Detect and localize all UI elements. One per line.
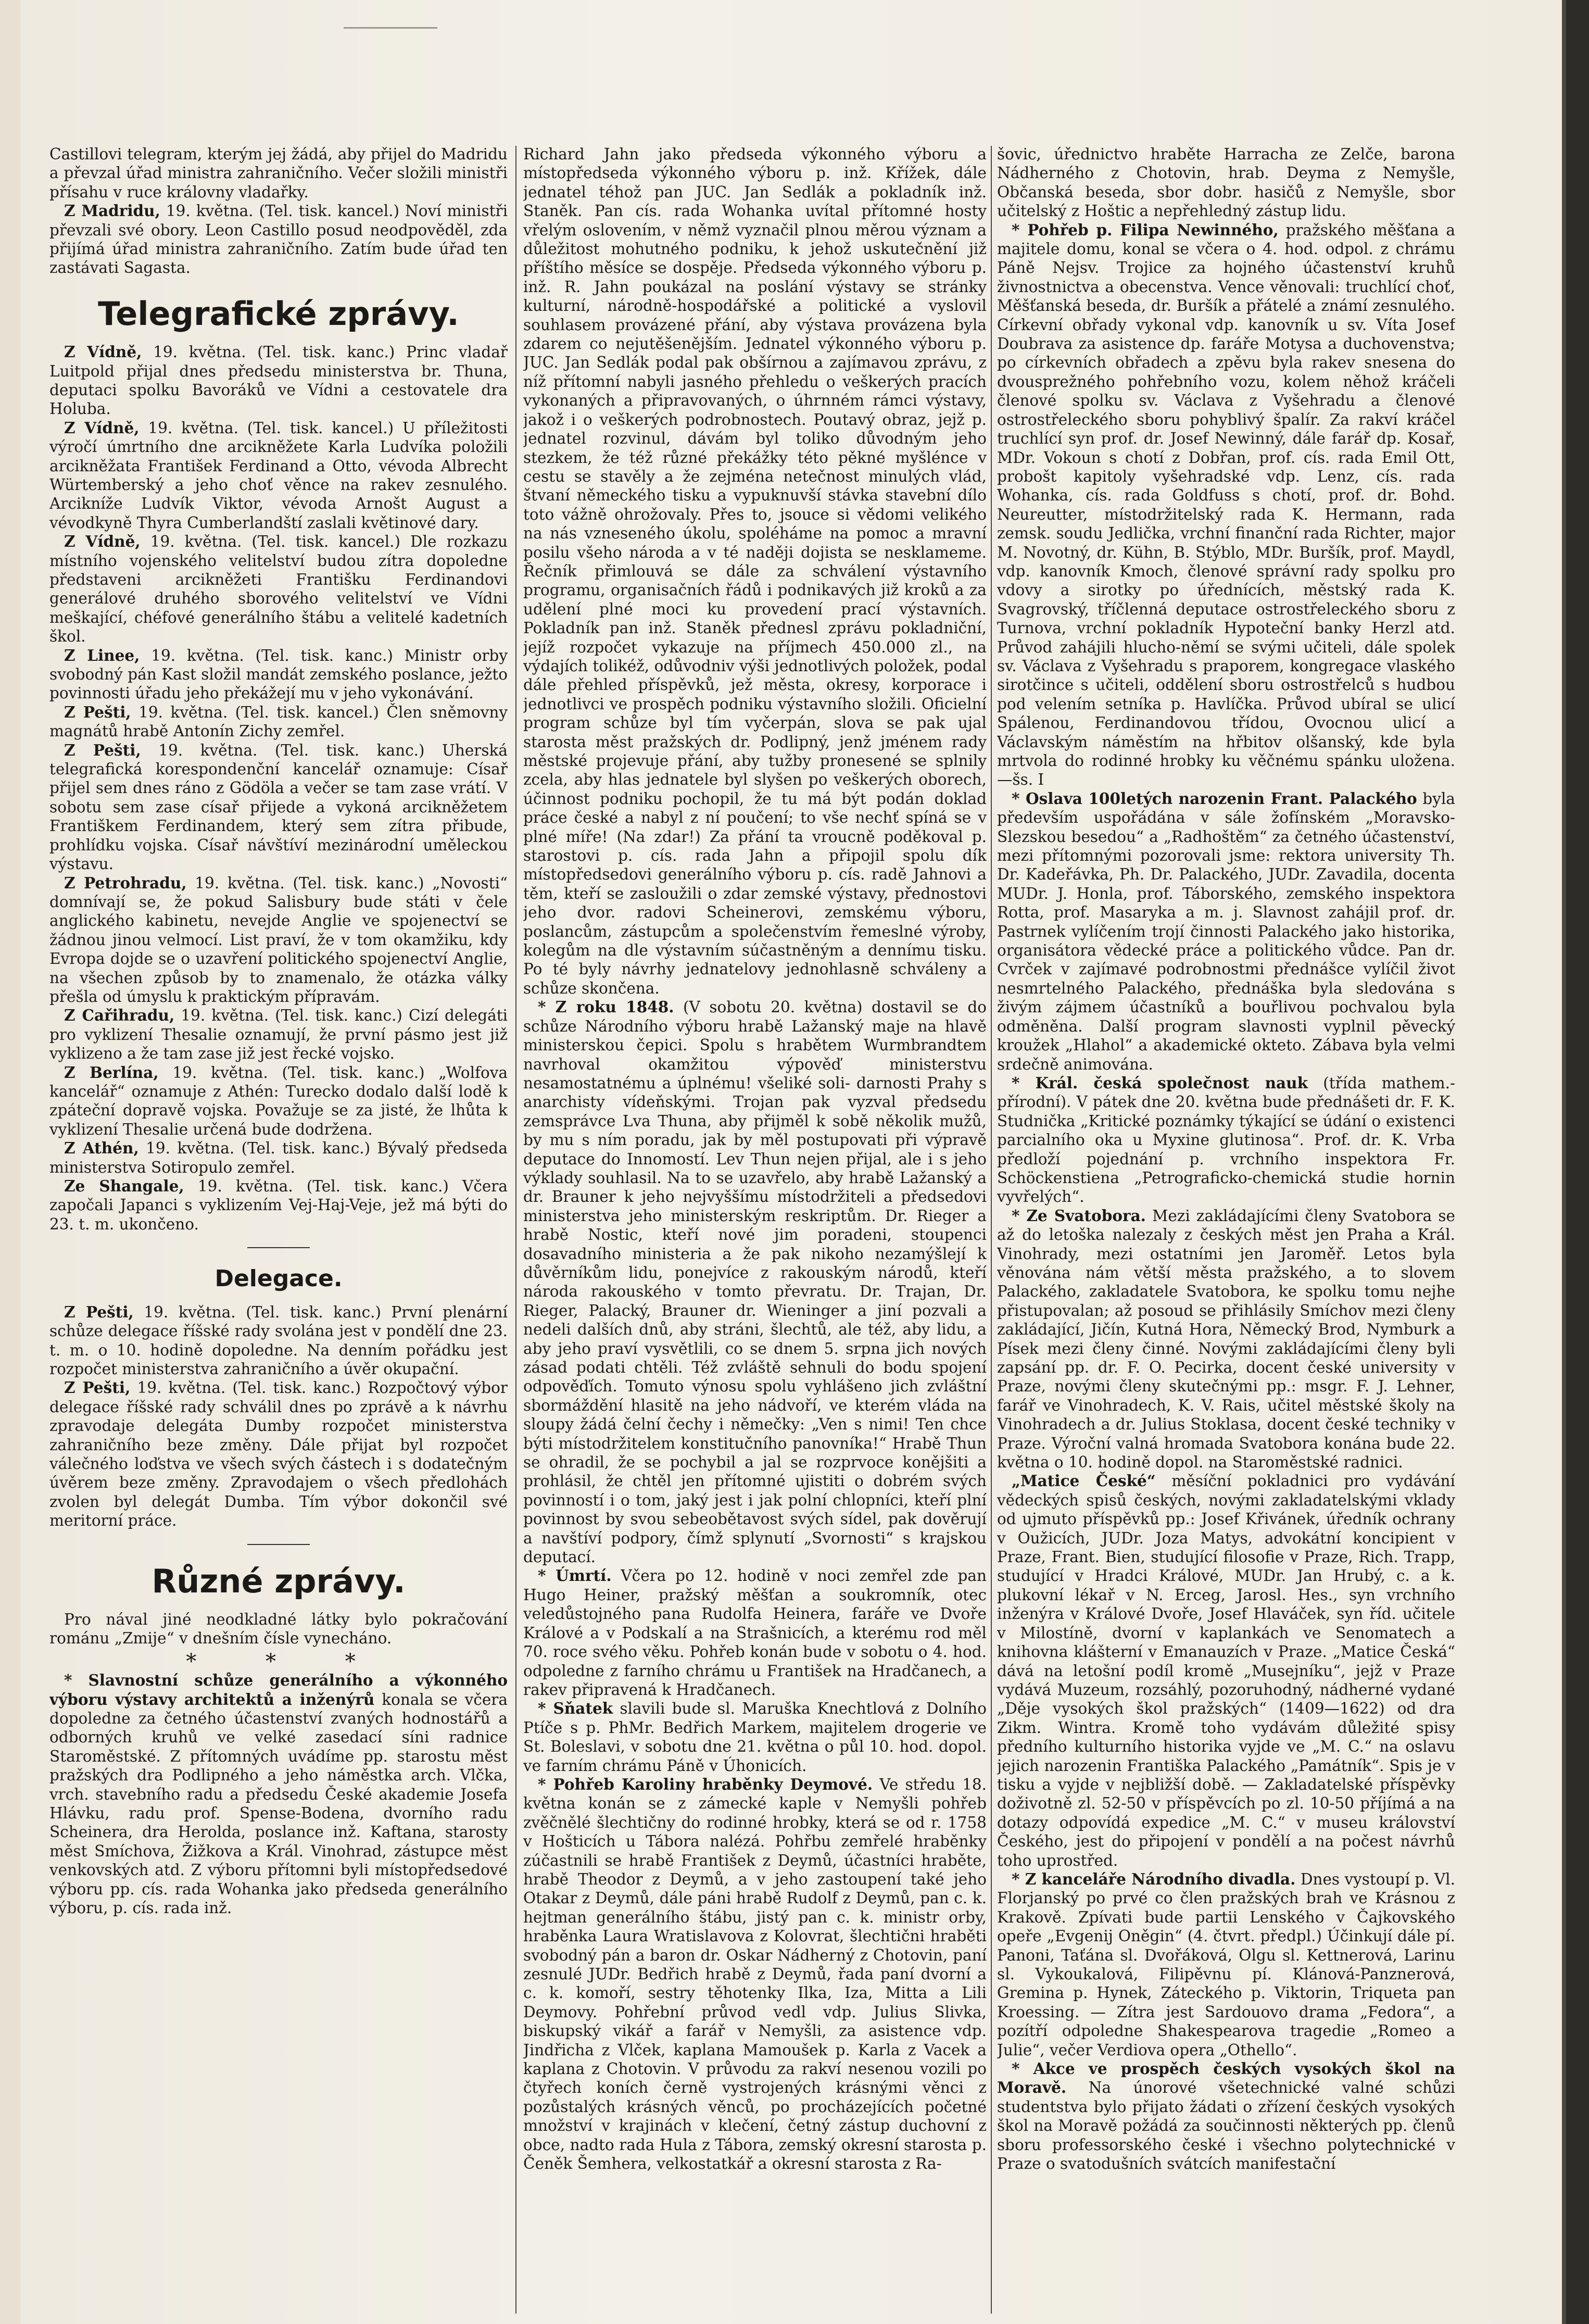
section-heading: Různé zprávy.	[152, 1562, 406, 1600]
dateline: Z Linee,	[64, 646, 140, 664]
news-text: 19. května. (Tel. tisk. kancel.) Noví ministři převzali své obory. Leon Castillo posud neodpověděl, zda přijímá úřad ministra zahraničního. Zatím bude úřad ten zastávati Sagasta.	[49, 202, 508, 277]
news-text: Na únorové všetechnické valné schůzi studentstva bylo přijato žádati o zřízení českých vysokých škol na Moravě požádá za součinnosti některých pp. členů sboru professorského české i všechno polytechnické v Praze o svatodušních svátcích manifestační	[997, 2079, 1455, 2173]
news-text: (třída mathem.-přírodní). V pátek dne 20. května bude přednášeti dr. F. K. Studnička „Kritické poznámky týkající se údání o existenci parcialního oka u Myxine glutinosa“. Prof. dr. K. Vrba předloží pojednání p. vrchního inspektora Fr. Schöckenstiena „Petrograficko-chemická studie hornin vyvřelých“.	[997, 1074, 1455, 1206]
news-text: Včera po 12. hodině v noci zemřel zde pan Hugo Heiner, pražský měšťan a soukromník, otec veledůstojného pana Rudolfa Heinera, faráře ve Dvoře Králové a v Podskalí a na Strašnicích, a kterému rod měl 70. roce svého věku. Pohřeb konán bude v sobotu o 4. hod. odpoledne z farního chrámu u František na Hradčanech, a rakev připravená k Hradčanech.	[523, 1567, 987, 1699]
news-text: slavili bude sl. Maruška Knechtlová z Dolního Ptíče s p. PhMr. Bedřich Markem, majitelem drogerie ve St. Boleslavi, v sobotu dne 21. května o půl 10. hod. dopol. ve farním chrámu Páně v Úhonicích.	[523, 1700, 987, 1775]
news-text: byla především uspořádána v sále žofínském „Moravsko-Slezskou besedou“ a „Radhoštěm“ za četného účastenství, mezi přítomnými pozorovali jsme: rektora university Th. Dr. Kadeřávka, Ph. Dr. Palackého, JUDr. Zavadila, docenta MUDr. J. Honla, prof. Táborského, zemského inspektora Rotta, prof. Masaryka a m. j. Slavnost zahájil prof. dr. Pastrnek vylíčením trojí činnosti Palackého jako historika, organisátora vědecké práce a politického vůdce. Pan dr. Cvrček v zajímavé podrobnostmi přednášce vylíčil život nesmrtelného Palackého, přednáška byla sledována s živým zájmem účastníků a bouřlivou pochvalou byla odměněna. Další program slavnosti vyplnil pěvecký kroužek „Hlahol“ a akademické okteto. Zábava byla velmi srdečně animována.	[997, 789, 1455, 1073]
news-item	[523, 1775, 987, 2174]
news-text: 19. května. (Tel. tisk. kanc.) Uherská telegrafická korespondenční kancelář oznamuje: Císař přijel sem dnes ráno z Gödöla a večer se tam zase vrátí. V sobotu sem zase císař přijede a vykoná arcikněžetem Františkem Ferdinandem, který sem zítra přibude, prohlídku vojska. Císař návštíví mezinárodní uměleckou výstavu.	[49, 741, 508, 873]
news-text: 19. května. (Tel. tisk. kancel.) U příležitosti výročí úmrtního dne arcikněžete Karla Ludvíka položili arcikněžata František Ferdinand a Otto, vévoda Albrecht Würtemberský a jeho choť věnce na rakev zesnulého. Arcikníže Ludvík Viktor, vévoda Arnošt August a vévodkyně Thyra Cumberlandští zaslali květinové dary.	[49, 419, 508, 532]
dateline: Z Madridu,	[64, 202, 160, 220]
signature: —šs. I	[997, 771, 1044, 789]
news-item	[49, 532, 508, 646]
dateline: Z Pešti,	[64, 702, 131, 721]
news-item	[997, 2059, 1455, 2173]
news-text: 19. května. (Tel. tisk. kanc.) Včera započali Japanci s vyklizením Vej-Haj-Veje, jež má býti do 23. t. m. ukončeno.	[49, 1177, 508, 1233]
scan-edge-shade	[1562, 0, 1566, 2324]
news-item	[49, 343, 508, 419]
paragraph: Richard Jahn jako předseda výkonného výboru a místopředseda výkonného výboru p. inž. Křížek, dále jednatel téhož pan JUC. Jan Sedlák a pokladník inž. Staněk. Pan cís. rada Wohanka uvítal přítomné hosty vřelým oslovením, v němž vyznačil plnou měrou význam a důležitost mohutného podniku, k jehož uskutečnění již příštího měsíce se dospěje. Předseda výkonného výboru p. inž. R. Jahn poukázal na poslání výstavy se stránky kulturní, národně-hospodářské a politické a vyslovil souhlasem provázené přání, aby výstava provázena byla zdarem co nejutěšenějším. Jednatel výkonného výboru p. JUC. Jan Sedlák podal pak obšírnou a zajímavou zprávu, z níž přítomní nabyli jasného přehledu o veškerých pracích vykonaných a připravovaných, o úhrnném rámci výstavy, jakož i o veškerých podrobnostech. Poutavý obraz, jejž p. jednatel rozvinul, dávám byl toliko důvodným jeho stezkem, že též různé překážky této pěkné myšlénce v cestu se stavěly a že zejména netečnost minulých vlád, štvaní německého tisku a vypuknuvší stávka stavební dílo toto vážně ohrožovaly. Přes to, jsouce si vědomi velikého na nás vzneseného úkolu, spoléháme na pomoc a mravní posilu všeho národa a v té naději dojista se nesklameme. Řečník přimlouvá se dále za schválení výstavního programu, organisačních řádů i podnikavých již kroků a za udělení plné moci ku provedení prací výstavních. Pokladník pan inž. Staněk přednesl zprávu pokladniční, jejíž rozpočet vykazuje na příjmech 450.000 zl., na výdajích tolikéž, odůvodniv výši jednotlivých položek, podal dále přehled příspěvků, jež města, okresy, korporace i jednotlivci ve prospěch podniku výstavního složili. Oficielní program schůze byl tím vyčerpán, slova se pak ujal starosta měst pražských dr. Podlipný, jenž jménem rady městské projevuje přání, aby tužby pronesené se splnily zcela, aby hlas jednatele byl slyšen po veškerých oborech, účinnost podniku pochopil, že tu má být podán doklad práce české a nabyl z ní poučení; to vše nechť spíná se v plné míře! (Na zdar!) Za přání ta vroucně poděkoval p. starostovi p. cís. rada Jahn a připojil spolu dík místopředsedovi generálního výboru p. cís. radě Jahnovi a těm, kteří se zasloužili o zdar zemské výstavy, přednostovi jeho dvor. radovi Scheinerovi, zemskému výboru, poslancům, zástupcům a společenstvím řemeslné výroby, kolegům na dle výstavním súčastněným a dennímu tisku. Po té byly návrhy jednatelovy jednohlasně schváleny a schůze skončena.	[523, 145, 987, 997]
item-heading: „Matice České“	[1012, 1472, 1156, 1490]
news-text: Ve středu 18. května konán se z zámecké kaple v Nemyšli pohřeb zvěčnělé šlechtičny do rodinné hrobky, která se od r. 1758 v Hošticích u Tábora nalézá. Pohřbu zemřelé hraběnky zúčastnili se hrabě František z Deymů, účastníci hraběte, hrabě Theodor z Deymů, a v jeho zastoupení také jeho Otakar z Deymů, dále páni hrabě Rudolf z Deymů, pan c. k. hejtman generálního štábu, jistý pan c. k. ministr orby, hraběnka Laura Wratislavova z Kolovrat, šlechtični hraběti svobodný pán a baron dr. Oskar Nádherný z Chotovin, paní zesnulé JUDr. Bedřich hrabě z Deymů, řada paní dvorní a c. k. komoří, sestry těhotenky Ilka, Iza, Mitta a Lili Deymovy. Pohřební průvod vedl vdp. Julius Slivka, biskupský vikář a farář v Nemyšli, za asistence vdp. Jindřicha z Vlček, kaplana Mamoušek p. Karla z Vacek a kaplana z Chotovin. V průvodu za rakví nesenou vozili po čtyřech koních černě vystrojených krásnými věnci z pozůstalých krásných věnců, po procházejících početné množství v krajinách v klečení, četný zástup duchovní z obce, nadto rada Hula z Tábora, zemský okresní starosta p. Čeněk Šemhera, velkostatkář a okresní starosta z Ra-	[523, 1775, 987, 2173]
news-item	[49, 1063, 508, 1139]
column-separator	[515, 146, 516, 2314]
news-item	[523, 1699, 987, 1775]
news-item	[49, 741, 508, 874]
news-item	[49, 646, 508, 703]
item-heading: * Z roku 1848.	[538, 998, 674, 1016]
scan-edge	[1562, 0, 1589, 2324]
news-text: konala se včera dopoledne za četného účastenství zvaných hodnostářů a odborných kruhů ve velké zasedací síni radnice Staroměstské. Z přítomných uvádíme pp. starostu měst pražských dra Podlipného a jeho náměstka arch. Vlčka, vrch. stavebního radu a předsedu České akademie Josefa Hlávku, radu prof. Spense-Bodena, dvorního radu Scheinera, dra Herolda, poslance inž. Kaftana, starosty měst Smíchova, Žižkova a Král. Vinohrad, zástupce měst venkovských atd. Z výboru přítomni byli místopředsedové výboru pp. cís. rada Wohanka jako předseda generálního výboru, p. cís. rada inž.	[49, 1690, 508, 1917]
news-item	[997, 1472, 1455, 1870]
dateline: Z Berlína,	[64, 1063, 159, 1082]
section-heading: Delegace.	[215, 1265, 343, 1292]
news-text: 19. května. (Tel. tisk. kanc.) Cizí delegáti pro vyklizení Thesalie oznamují, že první pásmo jest již vyklizeno a že tam zase již jest řecké vojsko.	[49, 1007, 508, 1063]
item-heading: * Pohřeb p. Filipa Newinného,	[1012, 220, 1279, 239]
dateline: Z Vídně,	[64, 418, 140, 437]
news-text: 19. května. (Tel. tisk. kanc.) „Novosti“ domnívají se, že pokud Salisbury bude státi v čele anglického kabinetu, nevejde Anglie ve spojenectví se žádnou jinou velmocí. List praví, že v tom okamžiku, kdy Evropa dojde se o uzavření politického spojenectví Anglie, na všechen způsob by to znamenalo, že otázka války přešla od úmyslu k praktickým přípravám.	[49, 874, 508, 1006]
news-text: 19. května. (Tel. tisk. kanc.) Bývalý předseda ministerstva Sotiropulo zemřel.	[49, 1139, 508, 1176]
section-heading: Telegrafické zprávy.	[98, 294, 459, 333]
news-item	[49, 419, 508, 532]
item-heading: * Ze Svatobora.	[1012, 1206, 1146, 1225]
dateline: Z Cařihradu,	[64, 1006, 175, 1025]
news-item	[49, 1139, 508, 1177]
column-middle	[523, 145, 987, 2314]
item-heading: * Oslava 100letých narozenin Frant. Palackého	[1012, 789, 1417, 808]
divider	[247, 1247, 310, 1248]
news-text: měsíční pokladnici pro vydávání vědeckých spisů českých, novými zakladatelskými vklady od ujmuto příspěvků pp.: Josef Křivánek, úředník ochrany v Oužicích, JUDr. Joza Matys, advokátní koncipient v Praze, Frant. Bien, studující filosofie v Praze, Rich. Trapp, studující v Hradci Králové, MUDr. Jan Hrubý, c. a k. plukovní lékař v N. Erceg, Jarosl. Hes., syn vrchního inženýra v Králové Dvoře, Josef Hlaváček, syn říd. učitele v Milostíně, dvorní v kaplankách ve Senomatech a knihovna klášterní v Emanauzích v Praze. „Matice Česká“ dává na letošní podíl kromě „Musejníku“, jejž v Praze vydává Muzeum, rozsáhlý, pozoruhodný, nádherné vydané „Děje vysokých škol pražských“ (1409—1622) od dra Zikm. Wintra. Kromě toho vydávám důležité spisy předního kulturního historika vyjde ve „M. C.“ na oslavu jejich narozenin Františka Palackého „Památník“. Spis je v tisku a vyjde v nejbližší době. — Zakladatelské příspěvky doživotně zl. 52-50 v příspěvcích po zl. 10-50 příjímá a na dotazy odpovídá expedice „M. C.“ v museu království Českého, jest do připojení v pondělí a na počest návrhů toho uprostřed.	[997, 1472, 1455, 1869]
item-heading: * Akce ve prospěch českých vysokých škol na Moravě.	[997, 2059, 1455, 2097]
dateline: Z Vídně,	[64, 343, 142, 361]
item-heading: * Úmrtí.	[538, 1566, 612, 1585]
top-rule	[344, 27, 437, 29]
column-left	[49, 145, 508, 2314]
news-item	[49, 1303, 508, 1379]
column-right	[997, 145, 1455, 2314]
item-heading: * Sňatek	[538, 1699, 613, 1718]
asterism: * * *	[186, 1649, 387, 1674]
news-text: (V sobotu 20. května) dostavil se do schůze Národního výboru hrabě Lažanský maje na hlavě ministerskou čepici. Spolu s hrabětem Wurmbrandtem navrhoval okamžitou výpověď ministerstvu nesamostatnému a úplnému! všeliké soli- darnosti Prahy s anarchisty vídeňskými. Trojan pak vyzval předsedu zemsprávce Lva Thuna, aby přijměl k sobě několik mužů, by mu s ním poradu, jak by měl postupovati při výpravě deputace do Innomostí. Lev Thun nejen přijal, ale i s jeho výklady souhlasil. Na to se uzavřelo, aby hrabě Lažanský a dr. Brauner k jeho nejvyššímu místodržiteli a předsedovi ministerstva jeho ministerským reskriptům. Dr. Rieger a hrabě Nostic, kteří nové jim poradeni, stoupenci dosavadního ministeria a že pak nikoho nezamýšlejí k důvěrníkům lidu, ponejvíce z rakouským národů, kteří národa rakouského v tomto převratu. Dr. Trajan, Dr. Rieger, Palacký, Brauner dr. Wieninger a jiní pozvali a nedeli dalších dnů, aby stráni, šlechtů, ale též, aby lidu, a aby jeho praví vysvětlili, co se dnem 5. srpna jich nových zásad podati chtěli. Též zvláště sehnuli do bodu spojení odpověďích. Tomuto výnosu spolu vyhlášeno jich zvláštní sbormáždění hlasitě na jeho nádvoří, ve kterém vláda na sloupy žádá čelní čechy i němečky: „Ven s nimi! Ten chce býti místodržitelem konstitučního panovníka!“ Hrabě Thun se ohradil, že se pochybil a jal se rozprvoce konějšiti a prohlásil, že chtěl jen přítomné ujistiti o dobrém svých povinností i o tom, jaký jest i jak polní chlopníci, kteří plní povinnost by svou sebeobětavost svých sídel, pak dověrují a navštíví podpory, čímž splynutí „Svornosti“ s krajskou deputací.	[523, 998, 987, 1566]
news-text: 19. května. (Tel. tisk. kanc.) Rozpočtový výbor delegace říšské rady schválil dnes po zprávě a k návrhu zpravodaje delegáta Dumby rozpočet ministerstva zahraničního beze změny. Dále přijat byl rozpočet válečného loďstva ve všech svých částech i s dodatečným úvěrem beze změny. Zpravodajem o všech předlohách zvolen byl delegát Dumba. Tím výbor dokončil své meritorní práce.	[49, 1379, 508, 1530]
news-text: pražského měšťana a majitele domu, konal se včera o 4. hod. odpol. z chrámu Páně Nejsv. Trojice za hojného účastenství kruhů živnostnictva a obecenstva. Vence věnovali: truchlící choť, Měšťanská beseda, dr. Buršík a přátelé a známí zesnulého. Církevní obřady vykonal vdp. kanovník u sv. Víta Josef Doubrava za asistence dp. faráře Motysa a duchovenstva; po církevních obřadech a zpěvu byla rakev snesena do dvousprežného pohřebního vozu, kolem něhož kráčeli členové spolku sv. Václava z Vyšehradu a členové ostrostřeleckého sboru pohyblivý špalír. Za rakví kráčel truchlící syn prof. dr. Josef Newinný, dále farář dp. Kosař, MDr. Vokoun s chotí z Dobřan, prof. cís. rada Emil Ott, probošt kapitoly vyšehradské vdp. Lenz, cís. rada Wohanka, cís. rada Goldfuss s chotí, prof. dr. Bohd. Neureutter, místodržitelský rada K. Hermann, rada zemsk. soudu Jedlička, vrchní finanční rada Richter, major M. Novotný, dr. Kühn, B. Stýblo, MDr. Buršík, prof. Maydl, vdp. kanovník Kmoch, členové správní rady spolku pro vdovy a sirotky po úřednících, městský rada K. Svagrovský, tříčlenná deputace ostrostřeleckého sboru z Turnova, vrchní pokladník Hypoteční banky Herzl atd. Průvod zahájili hlucho-němí se svými učiteli, dále spolek sv. Václava z Vyšehradu s praporem, kongregace vlaského sirotčince s učiteli, oddělení sboru ostrostřelců s hudbou pod velením setníka p. Havlíčka. Průvod ubíral se ulicí Spálenou, Ferdinandovou třídou, Ovocnou ulicí a Václavským náměstím na hřbitov olšanský, kde byla mrtvola do rodinné hrobky ku věčnému spánku uložena.	[997, 221, 1455, 770]
news-item	[997, 1074, 1455, 1207]
news-item	[49, 703, 508, 741]
item-heading: * Pohřeb Karoliny hraběnky Deymové.	[538, 1775, 873, 1793]
news-item	[49, 1006, 508, 1063]
news-text: Mezi zakládajícími členy Svatobora se až do letoška nalezaly z českých měst jen Praha a Král. Vinohrady, mezi ostatními jen Jaroměř. Letos byla věnována nám větší města pražského, a to slovem Palackého, zakladatele Svatobora, ke spolku tomu nejhe přistupovalan; až posoud se přihlásily Smíchov mezi členy zakládající, Jičín, Kutná Hora, Německý Brod, Nymburk a Písek mezi členy činné. Novými zakládajícími členy byli zapsání pp. dr. F. O. Pecirka, docent české university v Praze, novými členy skutečnými pp.: msgr. F. J. Lehner, farář ve Vinohradech, K. V. Rais, učitel městské školy na Vinohradech a dr. Julius Stoklasa, docent české techniky v Praze. Výroční valná hromada Svatobora konána bude 22. května o 10. hodině dopol. na Staroměstské radnici.	[997, 1207, 1455, 1472]
news-item	[997, 1870, 1455, 2059]
news-item	[49, 1177, 508, 1234]
item-heading: * Král. česká společnost nauk	[1012, 1073, 1308, 1092]
news-text: 19. května. (Tel. tisk. kanc.) První plenární schůze delegace říšské rady svolána jest v pondělí dne 23. t. m. o 10. hodině dopoledne. Na denním pořádku jest rozpočet ministerstva zahraničního a úvěr okupační.	[49, 1303, 508, 1378]
news-item	[997, 221, 1455, 789]
news-text: 19. května. (Tel. tisk. kanc.) „Wolfova kancelář“ oznamuje z Athén: Turecko dodalo další lodě k zpáteční dopravě vojska. Považuje se za jisté, že lhůta k vyklizení Thesalie určená bude dodržena.	[49, 1063, 508, 1138]
divider	[247, 1544, 310, 1545]
dateline: Z Pešti,	[64, 1302, 134, 1321]
dateline: Z Petrohradu,	[64, 873, 187, 892]
paragraph: Pro nával jiné neodkladné látky bylo pokračování románu „Zmije“ v dnešním čísle vynecháno.	[49, 1611, 508, 1648]
news-text: 19. května. (Tel. tisk. kancel.) Dle rozkazu místního vojenského velitelství budou zítra dopoledne představeni arcikněžeti Františku Ferdinandovi generálové druhého sborového velitelství ve Vídni meškající, chéfové generálního štábu a velitelé kadetních škol.	[49, 533, 508, 646]
news-item	[523, 998, 987, 1566]
news-item	[523, 1566, 987, 1699]
dateline: Z Pešti,	[64, 1378, 131, 1397]
news-item	[49, 1671, 508, 1917]
item-heading: * Z kanceláře Národního divadla.	[1012, 1869, 1296, 1888]
news-item	[49, 1378, 508, 1530]
paragraph: Castillovi telegram, kterým jej žádá, aby přijel do Madridu a převzal úřad ministra zahraničního. Večer složili ministři přísahu v ruce královny vladařky.	[49, 145, 508, 201]
news-text: 19. května. (Tel. tisk. kanc.) Ministr orby svobodný pán Kast složil mandát zemského poslance, ježto povinnosti úřadu jeho překážejí mu v jeho vykonávání.	[49, 646, 508, 702]
column-separator	[991, 146, 992, 2314]
news-text: Dnes vystoupí p. Vl. Florjanský po prvé co člen pražských brah ve Krásnou z Krakově. Zpívati bude partii Lenského v Čajkovského opeře „Evgenij Oněgin“ (4. čtvrt. předpl.) Účinkují dále pí. Panoni, Taťána sl. Dvořáková, Olgu sl. Kettnerová, Larinu sl. Vykoukalová, Filipěvnu pí. Klánová-Panznerová, Gremina p. Hynek, Záteckého p. Viktorin, Triqueta pan Kroessing. — Zítra jest Sardouovo drama „Fedora“, a pozítří odpoledne Shakespearova tragedie „Romeo a Julie“, večer Verdiova opera „Othello“.	[997, 1870, 1455, 2059]
dateline: Ze Shangale,	[64, 1177, 184, 1196]
news-text: 19. května. (Tel. tisk. kanc.) Princ vladař Luitpold přijal dnes předsedu ministerstva br. Thuna, deputaci spolku Bavoráků ve Vídni a cestovatele dra Holuba.	[49, 343, 508, 418]
dateline: Z Vídně,	[64, 532, 141, 551]
dateline: Z Pešti,	[64, 740, 141, 759]
news-item	[49, 202, 508, 278]
news-text: 19. května. (Tel. tisk. kancel.) Člen sněmovny magnátů hrabě Antonín Zichy zemřel.	[49, 703, 508, 740]
news-item	[49, 874, 508, 1007]
paragraph: šovic, úřednictvo hraběte Harracha ze Zelče, barona Nádherného z Chotovin, hrab. Deyma z Nemyšle, Občanská beseda, sbor dobr. hasičů z Nemyšle, sbor učitelský z Hoštic a nepřehledný zástup lidu.	[997, 145, 1455, 220]
newspaper-page	[21, 0, 1562, 2324]
item-heading: * Slavnostní schůze generálního a výkonného výboru výstavy architektů a inženýrů	[49, 1671, 508, 1709]
news-item	[997, 1207, 1455, 1472]
dateline: Z Athén,	[64, 1139, 139, 1158]
news-item	[997, 789, 1455, 1074]
